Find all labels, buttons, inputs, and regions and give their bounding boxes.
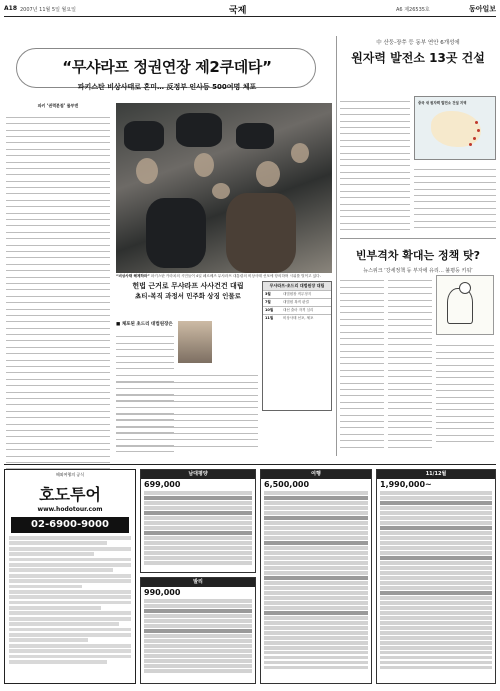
sub-headline-2: 쵸티-복직 과정서 민주화 상징 인물로 [135,292,241,300]
timeline-table [262,281,332,411]
ad-price: 699,000 [144,480,181,489]
ad-price: 1,990,000~ [380,480,432,489]
news-photo [116,103,332,273]
main-headline [4,56,330,92]
ad-price: 990,000 [144,588,181,597]
right2-column-2 [388,275,432,448]
table-row: 7월 대법원 복직 판결 [263,298,331,306]
travel-ad-4[interactable] [376,469,496,684]
section-title: 국제 [229,6,247,16]
right-pretitle: 中 산둥-장쑤 등 동부 연안 6개성에 [376,40,460,46]
cartoon-illustration [436,275,494,335]
ad-listing [9,536,131,665]
issue-code: A6 제26535호 [396,7,430,13]
photo-caption-title: “비상사태 해제하라” [116,274,150,278]
main-title: “무샤라프 정권연장 제2쿠데타” [62,58,272,76]
ad-url[interactable]: www.hodotour.com [37,506,103,513]
travel-ad-3[interactable] [260,469,372,684]
right2-title: 빈부격차 확대는 정책 탓? [355,249,481,262]
timeline-title: 무샤라프-초드리 대법원장 대립 [263,282,331,290]
travel-ad-2[interactable] [140,577,256,684]
column-divider [336,36,337,456]
ad-header: 남대평양 [141,470,255,479]
issue-date: 2007년 11월 5일 월요일 [20,7,77,13]
column-byline: 파키 ‘권력분점’ 물부엔 [37,103,79,108]
china-map [414,96,496,160]
travel-ad-1[interactable] [140,469,256,573]
ad-tagline: 해외여행의 공식 [55,472,85,477]
ad-header: 발리 [141,578,255,587]
right-article2-headline [340,247,496,274]
ad-phone: 02-6900-9000 [11,517,129,533]
ad-brand: 호도투어 [39,485,101,504]
table-row: 10월 대선 출마 자격 심리 [263,306,331,314]
hodotour-ad[interactable] [4,469,136,684]
body-text-lines [6,111,110,469]
sub-headline-1: 헌법 근거로 무샤라프 사사건건 대립 [132,282,244,290]
advertisement-section [4,464,496,687]
article-column-left [6,103,110,469]
right-title: 원자력 발전소 13곳 건설 [351,51,485,65]
table-row: 3월 대법원장 직무정지 [263,290,331,298]
sub-article-column-2 [116,370,258,447]
portrait-photo [178,321,212,363]
right2-column-1 [340,275,384,448]
newspaper-logo: 동아일보 [468,4,496,13]
photo-caption [116,274,332,279]
china-shape [431,111,481,147]
right2-pretitle: 뉴스위크 ‘강세정책 등 부자에 유리… 불평등 키워’ [363,268,473,274]
ad-header: 여행 [261,470,371,479]
table-row: 11월 비상사태 선포, 체포 [263,314,331,322]
right-article-headline [340,38,496,66]
right2-column-3 [436,340,494,442]
right-article-column-1 [340,96,410,230]
right-article-column-2 [414,164,496,228]
main-subtitle: 파키스탄 비상사태로 혼미… 反정부 인사등 500여명 체포 [77,83,257,91]
map-label: 중국 새 원자력 발전소 건설 지역 [418,101,467,105]
ad-price: 6,500,000 [264,480,310,489]
photo-caption-text: 파키스탄 카라치의 시민들이 4일 페르베즈 무샤라프 대통령의 비상사태 선포에 항의하며 시위를 벌이고 있다. [150,274,321,278]
section-divider [340,238,496,239]
sub-article-headline [118,281,258,301]
page-number: A18 [4,5,17,12]
profile-title: ■ 체포된 초드리 대법원장은 [116,322,173,327]
ad-header: 11/12월 [377,470,495,479]
page-header [4,3,496,17]
